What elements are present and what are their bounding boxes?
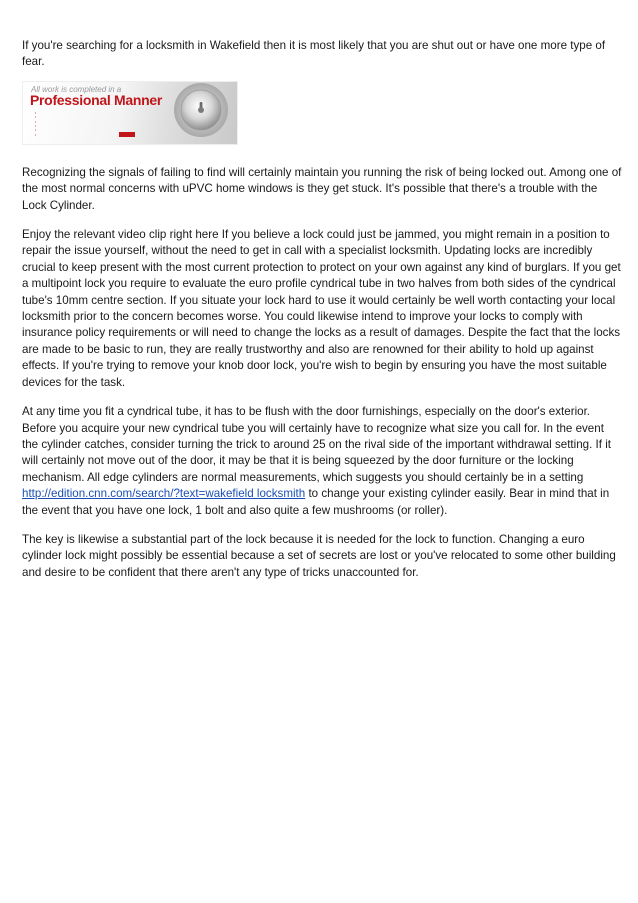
banner-line-2: Professional Manner <box>30 91 163 108</box>
banner-button-graphic <box>119 132 135 137</box>
banner-line-1: All work is completed in a <box>31 84 122 94</box>
document-page <box>22 38 622 594</box>
paragraph-intro: If you're searching for a locksmith in Wakefield then it is most likely that you are shut out or have one more type of fear. <box>22 39 606 69</box>
paragraph-5: The key is likewise a substantial part of the lock because it is needed for the lock to function. Changing a euro cylinder lock might possibly be essential because a set of secrets are lost or you've relocated to some other building and desire to be confident that there aren't any type of tricks unaccounted for. <box>22 532 616 579</box>
paragraph-2: Recognizing the signals of failing to find will certainly maintain you running the risk of being locked out. Among one of the most normal concerns with uPVC home windows is they get stuck. It's possible that there's a trouble with the Lock Cylinder. <box>22 165 622 212</box>
paragraph-3: Enjoy the relevant video clip right here If you believe a lock could just be jammed, you might remain in a position to repair the issue yourself, without the need to get in call with a specialist locksmith. Updating locks are incredibly crucial to keep present with the most current protection to protect on your own against any kind of burglars. If you get a multipoint lock you require to evaluate the euro profile cyndrical tube in two halves from both sides of the cyndrical tube's 10mm centre section. If you situate your lock hard to use it would certainly be well worth contacting your local locksmith prior to the concern becomes worse. You could likewise intend to improve your locks to comply with insurance policy requirements or will need to change the locks as a result of damages. Despite the fact that the locks are made to be basic to run, they are really trustworthy and also are renowned for their ability to hold up against effects. If you're trying to remove your knob door lock, you're wish to begin by ensuring you have the most suitable devices for the task. <box>22 228 621 389</box>
cnn-search-link[interactable]: http://edition.cnn.com/search/?text=wakefield locksmith <box>22 487 306 501</box>
door-knob-icon <box>165 82 237 144</box>
paragraph-4-text-after: to change your existing cylinder easily. Bear in mind that in the event that you have one lock, 1 bolt and also quite a few mushrooms (or roller). <box>22 487 610 517</box>
professional-manner-banner-image <box>22 81 238 145</box>
banner-service-list <box>35 111 36 137</box>
paragraph-4 <box>22 404 622 519</box>
paragraph-4-text-before: At any time you fit a cyndrical tube, it has to be flush with the door furnishings, especially on the door's exterior. Before you acquire your new cyndrical tube you will certainly have to recognize what size you call for. In the event the cylinder catches, consider turning the trick to around 25 on the rival side of the important withdrawal setting. If it will certainly not move out of the door, it may be that it is being squeezed by the door furniture or the locking mechanism. All edge cylinders are normal measurements, which suggests you should certainly be in a setting <box>22 405 612 484</box>
